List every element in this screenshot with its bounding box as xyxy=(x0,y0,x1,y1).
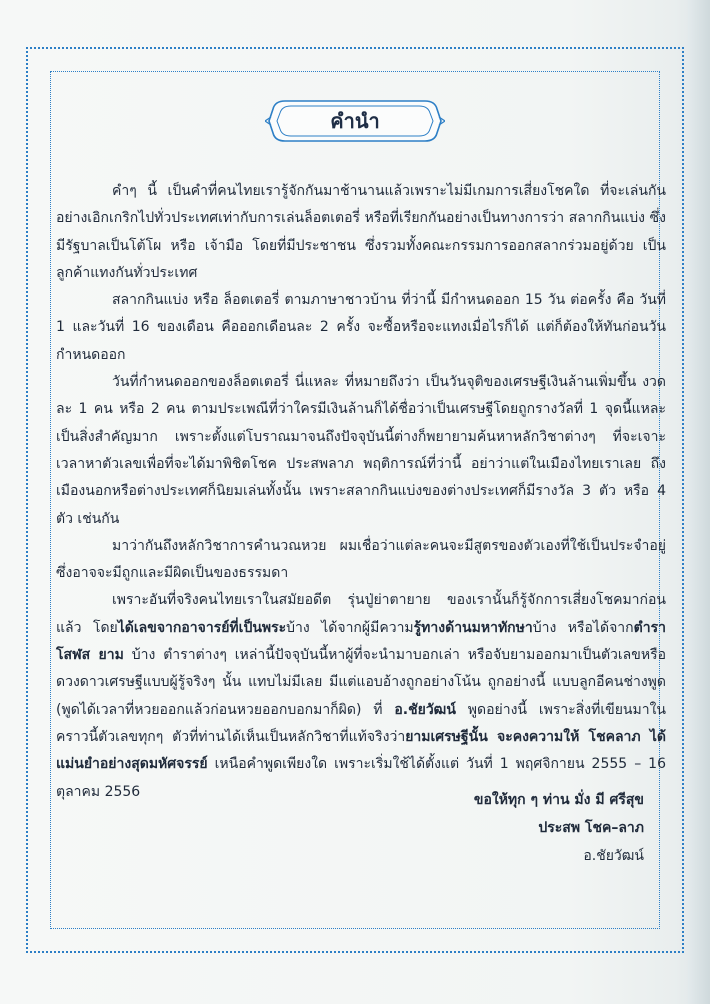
paragraph-text: บ้าง ตำราต่างๆ เหล่านี้ปัจจุบันนี้หาผู้ที่จะนำมาบอกเล่า หรือจับยามออกมาเป็นตัวเลขหรือดวงดาวเศรษฐีแบบผู้รู้จริงๆ นั้น แทบไม่มีเลย มีแต่แอบอ้างถูกอย่างโน้น ถูกอย่างนี้ แบบลูกอีคนช่างพูด (พูดได้เวลาที่หวยออกแล้วก่อนหวยออกบอกมาก็ผิด) ที่ xyxy=(56,647,666,718)
paragraph-text: วันที่กำหนดออกของล็อตเตอรี่ นี่แหละ ที่หมายถึงว่า เป็นวันจุติของเศรษฐีเงินล้านเพิ่มขึ้น งวดละ 1 คน หรือ 2 คน ตามประเพณีที่ว่าใครมีเงินล้านก็ได้ชื่อว่าเป็นเศรษฐีโดยถูกรางวัลที่ 1 จุดนี้แหละเป็นสิ่งสำคัญมาก เพราะตั้งแต่โบราณมาจนถึงปัจจุบันนี้ต่างก็พยายามค้นหาหลักวิชาต่างๆ ที่จะเจาะเวลาหาตัวเลขเพื่อที่จะได้มาพิชิตโชค ประสพลาภ พฤติการณ์ที่ว่านี้ อย่าว่าแต่ในเมืองไทยเราเลย ถึงเมืองนอกหรือต่างประเทศก็นิยมเล่นทั้งนั้น เพราะสลากกินแบ่งของต่างประเทศก็มีรางวัล 3 ตัว หรือ 4 ตัว เช่นกัน xyxy=(56,374,666,527)
preface-paragraph xyxy=(56,533,666,588)
emphasis-text: รู้ทางด้านมหาทักษา xyxy=(413,619,533,636)
title-banner xyxy=(265,95,445,147)
preface-paragraph xyxy=(56,178,666,287)
emphasis-text: ตำราโสฬส ยาม xyxy=(56,619,666,664)
closing-wish: ประสพ โชค–ลาภ xyxy=(538,820,644,836)
paragraph-text: บ้าง หรือได้จาก xyxy=(532,619,634,636)
paragraph-text: บ้าง ได้จากผู้มีความ xyxy=(286,619,414,636)
author-signature: อ.ชัยวัฒน์ xyxy=(583,848,644,864)
emphasis-text: ได้เลขจากอาจารย์ที่เป็นพระ xyxy=(117,619,287,636)
paragraph-text: เหนือคำพูดเพียงใด เพราะเริ่มใช้ได้ตั้งแต่ วันที่ 1 พฤศจิกายน 2555 – 16 ตุลาคม 2556 xyxy=(56,756,666,800)
paragraph-text: คำๆ นี้ เป็นคำที่คนไทยเรารู้จักกันมาช้านานแล้วเพราะไม่มีเกมการเสี่ยงโชคใด ที่จะเล่นกันอย่างเอิกเกริกไปทั่วประเทศเท่ากับการเล่นล็อตเตอรี่ หรือที่เรียกกันอย่างเป็นทางการว่า สลากกินแบ่ง ซึ่งมีรัฐบาลเป็นโต้โผ หรือ เจ้ามือ โดยที่มีประชาชน ซึ่งรวมทั้งคณะกรรมการออกสลากร่วมอยู่ด้วย เป็นลูกค้าแทงกันทั่วประเทศ xyxy=(56,183,666,281)
closing-block xyxy=(474,786,644,870)
preface-paragraph xyxy=(56,287,666,369)
paragraph-text: มาว่ากันถึงหลักวิชาการคำนวณหวย ผมเชื่อว่าแต่ละคนจะมีสูตรของตัวเองที่ใช้เป็นประจำอยู่ซึ่งอาจจะมีถูกและมีผิดเป็นของธรรมดา xyxy=(56,537,666,582)
paragraph-text: พูดอย่างนี้ เพราะสิ่งที่เขียนมาในคราวนี้ตัวเลขทุกๆ ตัวที่ท่านได้เห็นเป็นหลักวิชาที่แท้จริงว่า xyxy=(56,701,666,745)
preface-body xyxy=(56,178,666,806)
emphasis-text: อ.ชัยวัฒน์ xyxy=(394,701,456,718)
emphasis-text: ยามเศรษฐีนั้น จะคงความให้ โชคลาภ ได้แม่นยำอย่างสุดมหัศจรรย์ xyxy=(56,728,666,773)
page-title: คำนำ xyxy=(330,109,380,133)
preface-paragraph xyxy=(56,369,666,533)
paragraph-text: เพราะอันที่จริงคนไทยเราในสมัยอดีต รุ่นปู่ย่าตายาย ของเรานั้นก็รู้จักการเสี่ยงโชคมาก่อนแล้ว โดย xyxy=(56,592,666,636)
paragraph-text: สลากกินแบ่ง หรือ ล็อตเตอรี่ ตามภาษาชาวบ้าน ที่ว่านี้ มีกำหนดออก 15 วัน ต่อครั้ง คือ วันที่ 1 และวันที่ 16 ของเดือน คือออกเดือนละ 2 ครั้ง จะซื้อหรือจะแทงเมื่อไรก็ได้ แต่ก็ต้องให้ทันก่อนวันกำหนดออก xyxy=(56,292,666,363)
closing-blessing: ขอให้ทุก ๆ ท่าน มั่ง มี ศรีสุข xyxy=(473,792,644,808)
preface-paragraph xyxy=(56,587,666,805)
page-edge xyxy=(688,0,710,1004)
